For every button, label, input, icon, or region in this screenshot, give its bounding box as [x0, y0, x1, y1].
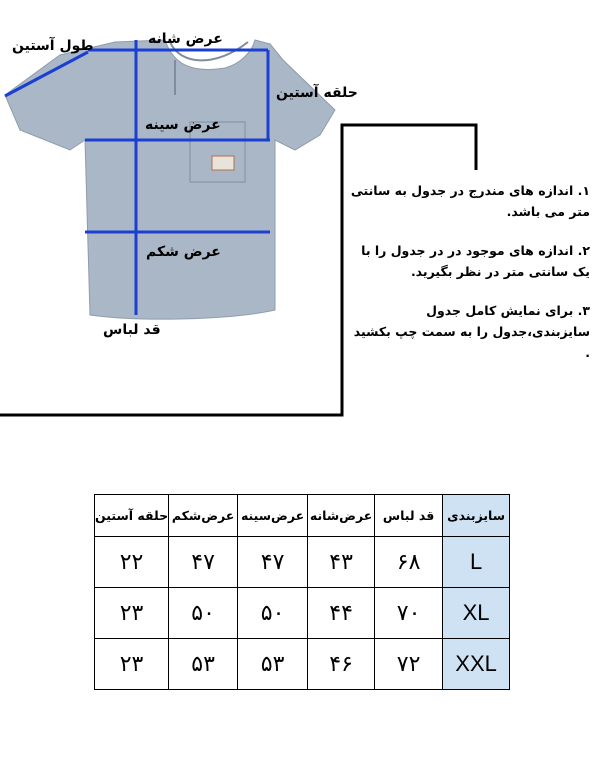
cell-chest: ۴۷ [238, 537, 308, 588]
header-chest: عرض‌سینه [238, 495, 308, 537]
cell-armhole: ۲۲ [95, 537, 169, 588]
table-row [95, 537, 510, 588]
cell-size: XL [443, 588, 510, 639]
cell-armhole: ۲۳ [95, 588, 169, 639]
cell-waist: ۵۰ [169, 588, 238, 639]
table-header-row [95, 495, 510, 537]
pocket-tag [212, 156, 234, 170]
cell-chest: ۵۰ [238, 588, 308, 639]
cell-shoulder: ۴۳ [308, 537, 375, 588]
cell-shoulder: ۴۶ [308, 639, 375, 690]
table-row [95, 639, 510, 690]
cell-armhole: ۲۳ [95, 639, 169, 690]
cell-waist: ۵۳ [169, 639, 238, 690]
cell-size: L [443, 537, 510, 588]
header-length: قد لباس [375, 495, 443, 537]
cell-size: XXL [443, 639, 510, 690]
label-chest-width: عرض سینه [145, 117, 221, 133]
header-size: سایزبندی [443, 495, 510, 537]
label-sleeve-length: طول آستین [12, 38, 94, 54]
cell-chest: ۵۳ [238, 639, 308, 690]
header-waist: عرض‌شکم [169, 495, 238, 537]
label-shoulder-width: عرض شانه [148, 31, 223, 47]
label-waist-width: عرض شکم [146, 244, 221, 260]
cell-shoulder: ۴۴ [308, 588, 375, 639]
size-table [94, 494, 510, 690]
note-3: ۳. برای نمایش کامل جدول سایزبندی،جدول را به سمت چپ بکشید . [353, 303, 590, 360]
cell-length: ۷۲ [375, 639, 443, 690]
label-armhole: حلقه آستین [276, 85, 358, 101]
note-1: ۱. اندازه های مندرج در جدول به سانتی متر می باشد. [350, 183, 590, 219]
header-armhole: حلقه آستین [95, 495, 169, 537]
cell-length: ۶۸ [375, 537, 443, 588]
label-garment-length: قد لباس [103, 322, 161, 338]
header-shoulder: عرض‌شانه [308, 495, 375, 537]
size-notes [345, 180, 590, 381]
note-2: ۲. اندازه های موجود در در جدول را با یک سانتی متر در نظر بگیرید. [361, 243, 590, 279]
cell-waist: ۴۷ [169, 537, 238, 588]
tshirt-image [5, 40, 335, 319]
table-row [95, 588, 510, 639]
cell-length: ۷۰ [375, 588, 443, 639]
